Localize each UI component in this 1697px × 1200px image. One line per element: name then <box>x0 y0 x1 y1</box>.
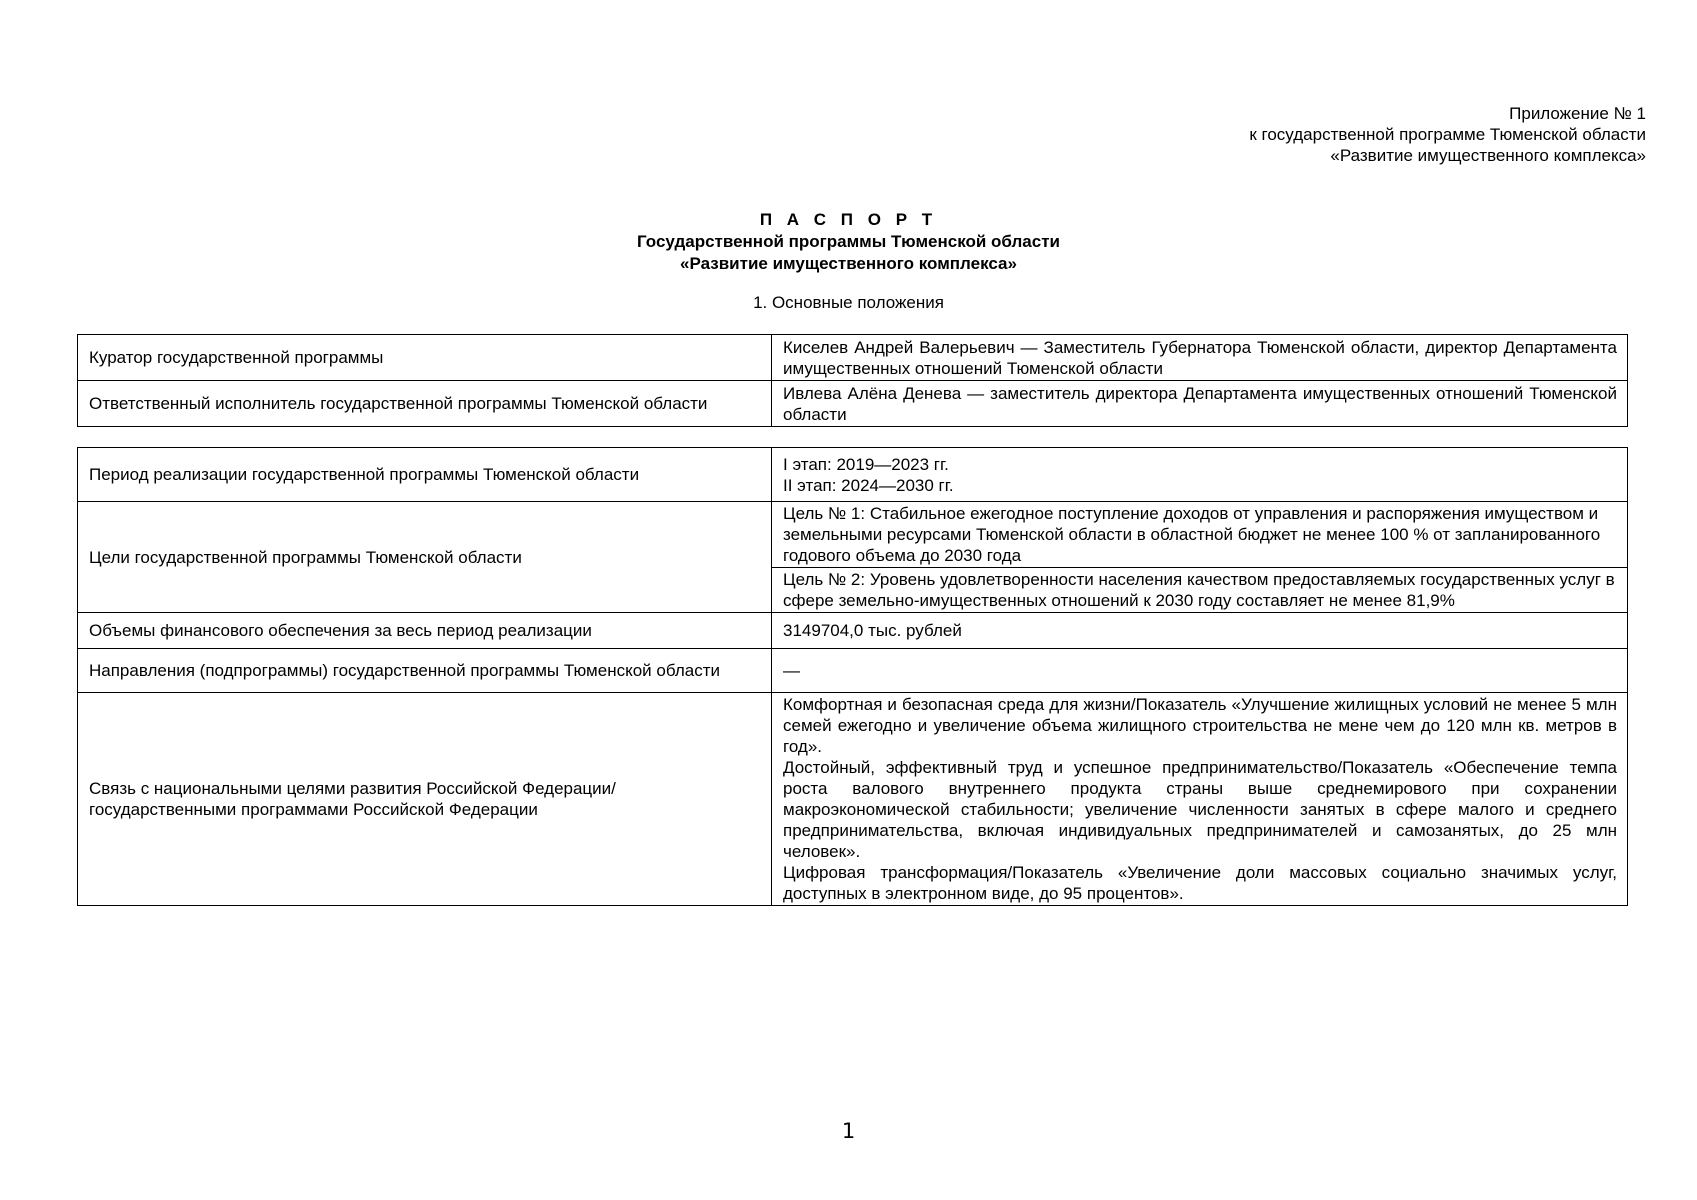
financing-label: Объемы финансового обеспечения за весь период реализации <box>78 613 772 649</box>
goal-1-value: Цель № 1: Стабильное ежегодное поступление доходов от управления и распоряжения имуществом и земельными ресурсами Тюменской области в областной бюджет не менее 100 % от запланированного годового объема до 2030 года <box>772 502 1628 568</box>
section-title: 1. Основные положения <box>753 293 944 312</box>
directions-label: Направления (подпрограммы) государственной программы Тюменской области <box>78 649 772 693</box>
title-passport: П А С П О Р Т <box>759 210 938 229</box>
links-label-line-1: Связь с национальными целями развития Российской Федерации/ <box>89 779 616 798</box>
table-row-goal-1 <box>78 502 1628 568</box>
appendix-line-3: «Развитие имущественного комплекса» <box>1330 146 1646 165</box>
period-stage-2: II этап: 2024—2030 гг. <box>783 475 954 495</box>
links-label-line-2: государственными программами Российской Федерации <box>89 800 538 819</box>
links-paragraph-3: Цифровая трансформация/Показатель «Увеличение доли массовых социально значимых услуг, доступных в электронном виде, до 95 процентов». <box>783 863 1617 903</box>
directions-value: — <box>772 649 1628 693</box>
goals-label: Цели государственной программы Тюменской области <box>78 502 772 613</box>
table-row-directions <box>78 649 1628 693</box>
appendix-line-1: Приложение № 1 <box>1509 104 1646 123</box>
table-row-curator <box>78 335 1628 381</box>
appendix-line-2: к государственной программе Тюменской области <box>1249 125 1646 144</box>
appendix-note <box>1249 103 1646 166</box>
executor-value: Ивлева Алёна Денева — заместитель директора Департамента имущественных отношений Тюменской области <box>772 381 1628 427</box>
table-row-executor <box>78 381 1628 427</box>
table-row-period <box>78 448 1628 502</box>
title-program-name: «Развитие имущественного комплекса» <box>680 254 1017 273</box>
main-provisions-table-1 <box>77 334 1628 427</box>
period-stage-1: I этап: 2019—2023 гг. <box>783 454 949 474</box>
table-row-financing <box>78 613 1628 649</box>
period-label: Период реализации государственной программы Тюменской области <box>78 448 772 502</box>
curator-label: Куратор государственной программы <box>78 335 772 381</box>
links-label <box>78 693 772 906</box>
page-number: 1 <box>841 1119 856 1143</box>
links-paragraph-2: Достойный, эффективный труд и успешное предпринимательство/Показатель «Обеспечение темпа роста валового внутреннего продукта страны выше среднемирового при сохранении макроэкономической стабильности; увеличение численности занятых в сфере малого и среднего предпринимательства, включая индивидуальных предпринимателей и самозанятых, до 25 млн человек». <box>783 758 1617 861</box>
links-paragraph-1: Комфортная и безопасная среда для жизни/Показатель «Улучшение жилищных условий не менее 5 млн семей ежегодно и увеличение объема жилищного строительства не мене чем до 120 млн кв. метров в год». <box>783 695 1617 756</box>
executor-label: Ответственный исполнитель государственной программы Тюменской области <box>78 381 772 427</box>
table-row-links <box>78 693 1628 906</box>
document-title <box>0 209 1697 275</box>
financing-value: 3149704,0 тыс. рублей <box>772 613 1628 649</box>
links-value <box>772 693 1628 906</box>
main-provisions-table-2 <box>77 447 1628 906</box>
title-program: Государственной программы Тюменской области <box>637 232 1060 251</box>
goal-2-value: Цель № 2: Уровень удовлетворенности населения качеством предоставляемых государственных услуг в сфере земельно-имущественных отношений к 2030 году составляет не менее 81,9% <box>772 568 1628 613</box>
period-value <box>772 448 1628 502</box>
curator-value: Киселев Андрей Валерьевич — Заместитель Губернатора Тюменской области, директор Департамента имущественных отношений Тюменской области <box>772 335 1628 381</box>
